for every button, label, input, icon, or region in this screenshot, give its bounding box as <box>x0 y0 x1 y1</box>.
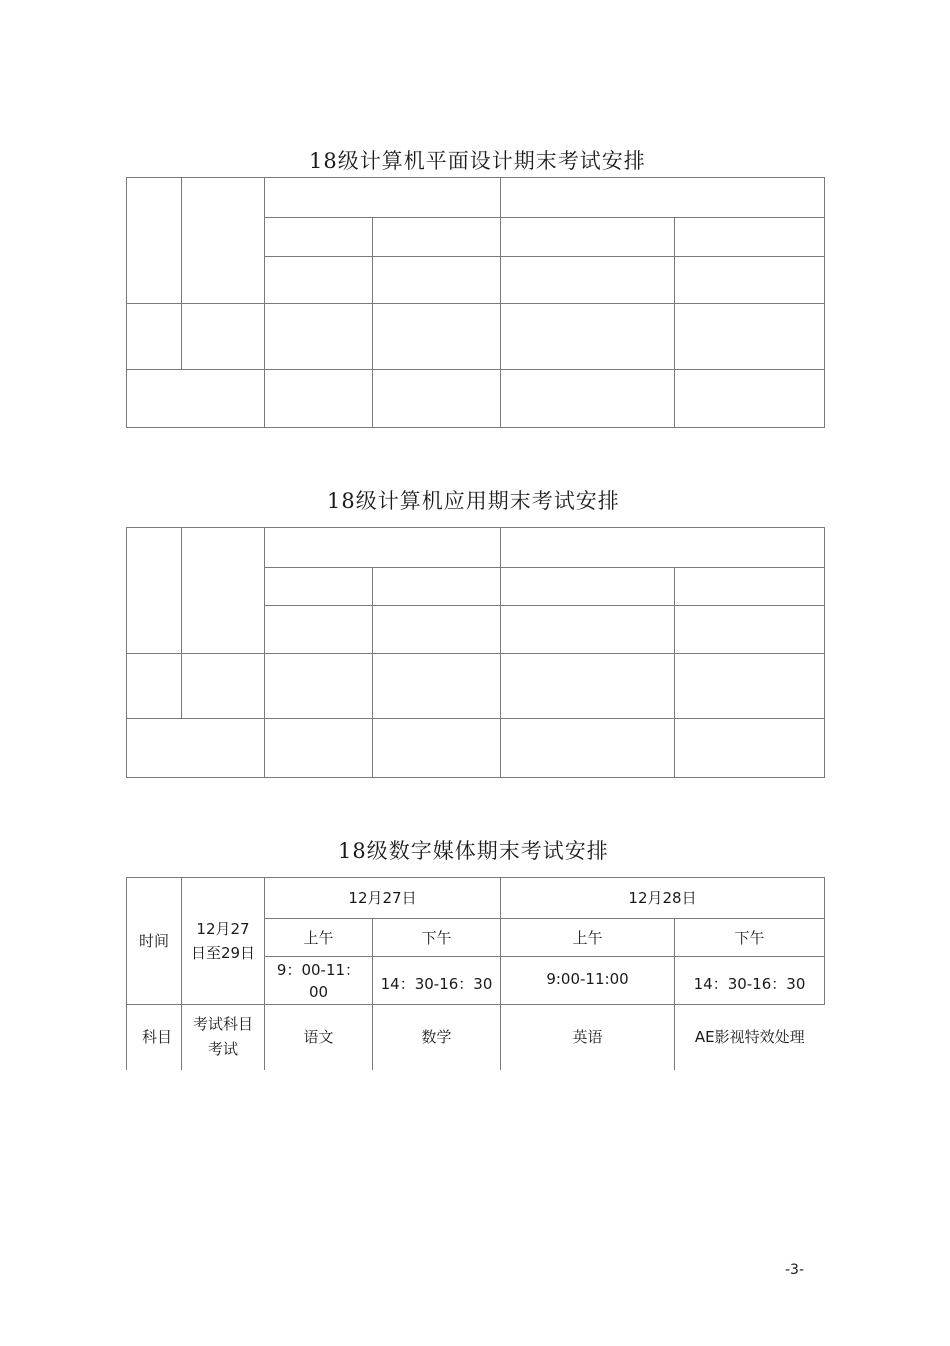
subject-3: 英语 <box>501 1005 675 1070</box>
cell <box>265 719 373 778</box>
time-slot-1: 9：00-11：00 <box>265 957 373 1005</box>
subject-4: AE影视特效处理 <box>675 1005 825 1070</box>
exam-table-graphic-design <box>126 177 825 428</box>
table-2-title: 18级计算机应用期末考试安排 <box>327 489 620 513</box>
cell <box>265 178 501 218</box>
cell <box>675 719 825 778</box>
cell <box>501 568 675 606</box>
cell <box>373 654 501 719</box>
cell <box>182 304 265 370</box>
cell <box>675 218 825 257</box>
cell <box>501 370 675 428</box>
table-3-title: 18级数字媒体期末考试安排 <box>338 839 609 863</box>
cell <box>265 257 373 304</box>
subject-sublabel: 考试科目考试 <box>182 1005 265 1070</box>
cell <box>182 654 265 719</box>
cell <box>127 304 182 370</box>
am-label: 上午 <box>501 919 675 957</box>
cell <box>501 606 675 654</box>
cell <box>501 304 675 370</box>
cell <box>127 654 182 719</box>
cell <box>373 370 501 428</box>
cell <box>675 257 825 304</box>
cell <box>501 218 675 257</box>
exam-table-digital-media <box>126 877 825 1070</box>
cell <box>501 528 825 568</box>
cell <box>182 178 265 304</box>
cell <box>373 218 501 257</box>
cell <box>501 654 675 719</box>
date-range: 12月27日至29日 <box>182 878 265 1005</box>
exam-table-computer-application <box>126 527 825 778</box>
cell <box>182 528 265 654</box>
cell <box>675 370 825 428</box>
pm-label: 下午 <box>675 919 825 957</box>
cell <box>501 719 675 778</box>
cell <box>675 654 825 719</box>
cell <box>265 654 373 719</box>
cell <box>265 568 373 606</box>
subject-1: 语文 <box>265 1005 373 1070</box>
cell <box>373 257 501 304</box>
cell <box>127 719 265 778</box>
cell <box>127 178 182 304</box>
cell <box>501 257 675 304</box>
cell <box>501 178 825 218</box>
cell <box>373 568 501 606</box>
pm-label: 下午 <box>373 919 501 957</box>
cell <box>265 304 373 370</box>
am-label: 上午 <box>265 919 373 957</box>
cell <box>373 606 501 654</box>
time-slot-2: 14：30-16：30 <box>373 957 501 1005</box>
cell <box>265 218 373 257</box>
cell <box>265 606 373 654</box>
cell <box>127 370 265 428</box>
cell <box>265 528 501 568</box>
time-label: 时间 <box>127 878 182 1005</box>
cell <box>265 370 373 428</box>
day2-header: 12月28日 <box>501 878 825 919</box>
cell <box>675 568 825 606</box>
subject-label: 科目 <box>127 1005 182 1070</box>
time-slot-4: 14：30-16：30 <box>675 957 825 1005</box>
cell <box>373 719 501 778</box>
page-number: -3- <box>785 1262 805 1278</box>
day1-header: 12月27日 <box>265 878 501 919</box>
cell <box>127 528 182 654</box>
cell <box>675 304 825 370</box>
cell <box>675 606 825 654</box>
cell <box>373 304 501 370</box>
time-slot-3: 9:00-11:00 <box>501 957 675 1005</box>
table-1-title: 18级计算机平面设计期末考试安排 <box>309 149 646 173</box>
subject-2: 数学 <box>373 1005 501 1070</box>
